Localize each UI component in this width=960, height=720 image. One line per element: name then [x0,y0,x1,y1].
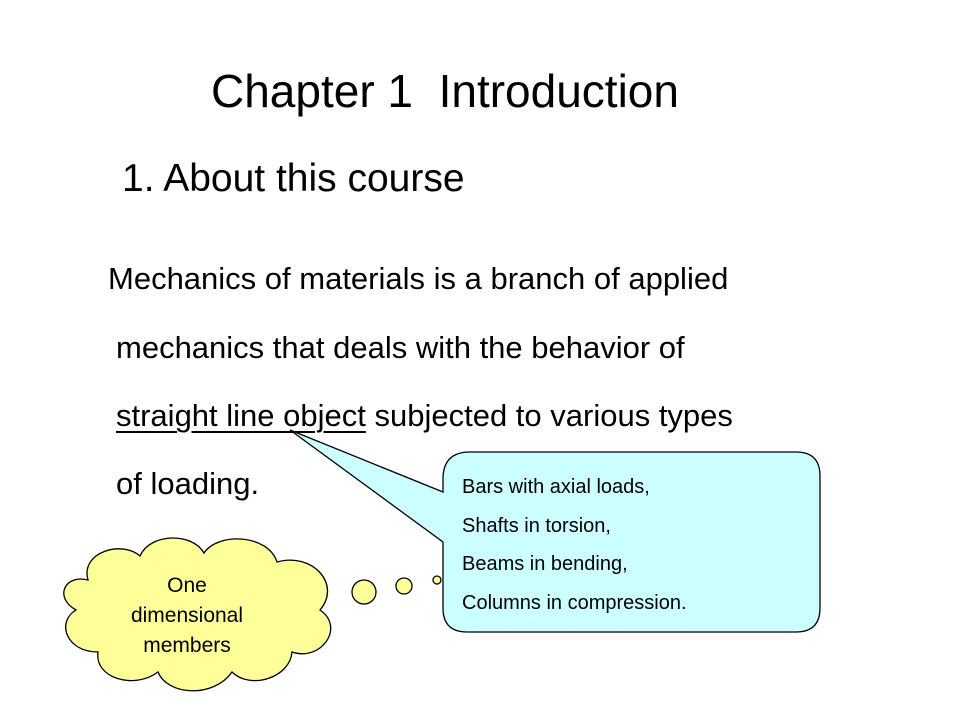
slide-title: Chapter 1 Introduction [211,65,679,117]
callout-item-torsion: Shafts in torsion, [462,514,611,537]
body-line-1: Mechanics of materials is a branch of applied [108,261,729,296]
thought-bubble-small [433,576,441,584]
callout-item-axial: Bars with axial loads, [462,476,650,498]
callout-item-compression: Columns in compression. [462,591,687,614]
slide-subtitle: 1. About this course [122,157,465,200]
cloud-line-3: members [143,634,231,657]
underlined-term: straight line object [116,398,366,433]
cloud-text [104,571,270,661]
body-line-4: of loading. [116,466,260,501]
callout-list [462,468,687,622]
callout-item-bending: Beams in bending, [462,553,628,575]
thought-bubble-medium [396,578,412,594]
body-line-3-rest: subjected to various types [365,398,733,433]
cloud-line-1: One [167,574,207,597]
thought-bubble-large [352,580,376,604]
body-line-2: mechanics that deals with the behavior of [116,330,685,365]
cloud-line-2: dimensional [130,604,244,627]
